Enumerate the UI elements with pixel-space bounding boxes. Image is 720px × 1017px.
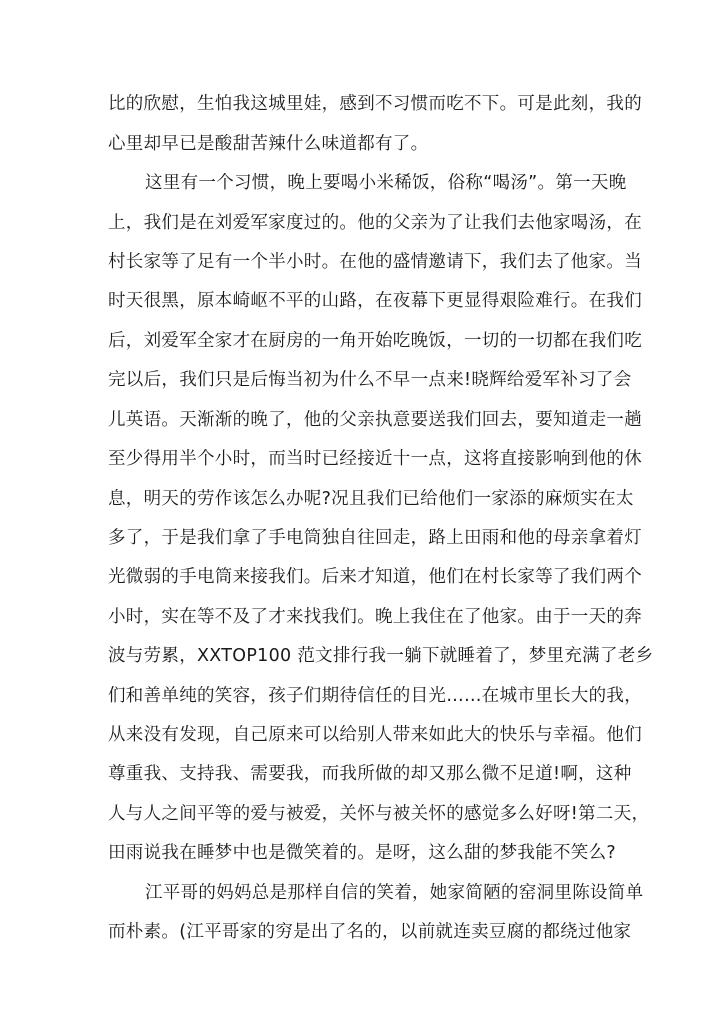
text-line: 从来没有发现，自己原来可以给别人带来如此大的快乐与幸福。他们 [108,725,642,745]
text-line: 完以后，我们只是后悔当初为什么不早一点来!晓辉给爱军补习了会 [108,370,632,390]
text-line: 光微弱的手电筒来接我们。后来才知道，他们在村长家等了我们两个 [108,567,642,587]
text-line: 心里却早已是酸甜苦辣什么味道都有了。 [108,134,429,154]
text-line: 上，我们是在刘爱军家度过的。他的父亲为了让我们去他家喝汤，在 [108,213,642,233]
text-line: 多了，于是我们拿了手电筒独自往回走，路上田雨和他的母亲拿着灯 [108,528,642,548]
text-line: 至少得用半个小时，而当时已经接近十一点，这将直接影响到他的休 [108,449,642,469]
paragraph-start-line: 这里有一个习惯，晚上要喝小米稀饭，俗称“喝汤”。第一天晚 [145,173,627,193]
text-line: 田雨说我在睡梦中也是微笑着的。是呀，这么甜的梦我能不笑么? [108,843,616,863]
text-line: 时天很黑，原本崎岖不平的山路，在夜幕下更显得艰险难行。在我们 [108,291,642,311]
text-line: 比的欣慰，生怕我这城里娃，感到不习惯而吃不下。可是此刻，我的 [108,94,642,114]
text-line: 尊重我、支持我、需要我，而我所做的却又那么微不足道!啊，这种 [108,764,632,784]
text-line: 人与人之间平等的爱与被爱，关怀与被关怀的感觉多么好呀!第二天， [108,804,650,824]
text-line: 儿英语。天渐渐的晚了，他的父亲执意要送我们回去，要知道走一趟 [108,410,642,430]
paragraph-start-line: 江平哥的妈妈总是那样自信的笑着，她家简陋的窑洞里陈设简单 [145,883,644,903]
text-line: 小时，实在等不及了才来找我们。晚上我住在了他家。由于一天的奔 [108,607,642,627]
text-line: 后，刘爱军全家才在厨房的一角开始吃晚饭，一切的一切都在我们吃 [108,331,642,351]
text-line: 村长家等了足有一个半小时。在他的盛情邀请下，我们去了他家。当 [108,252,642,272]
text-line: 们和善单纯的笑容，孩子们期待信任的目光……在城市里长大的我， [108,686,642,706]
text-line: 而朴素。(江平哥家的穷是出了名的，以前就连卖豆腐的都绕过他家 [108,922,632,942]
text-line: 波与劳累，XXTOP100 范文排行我一躺下就睡着了，梦里充满了老乡 [108,646,654,666]
text-line: 息，明天的劳作该怎么办呢?况且我们已给他们一家添的麻烦实在太 [108,489,634,509]
